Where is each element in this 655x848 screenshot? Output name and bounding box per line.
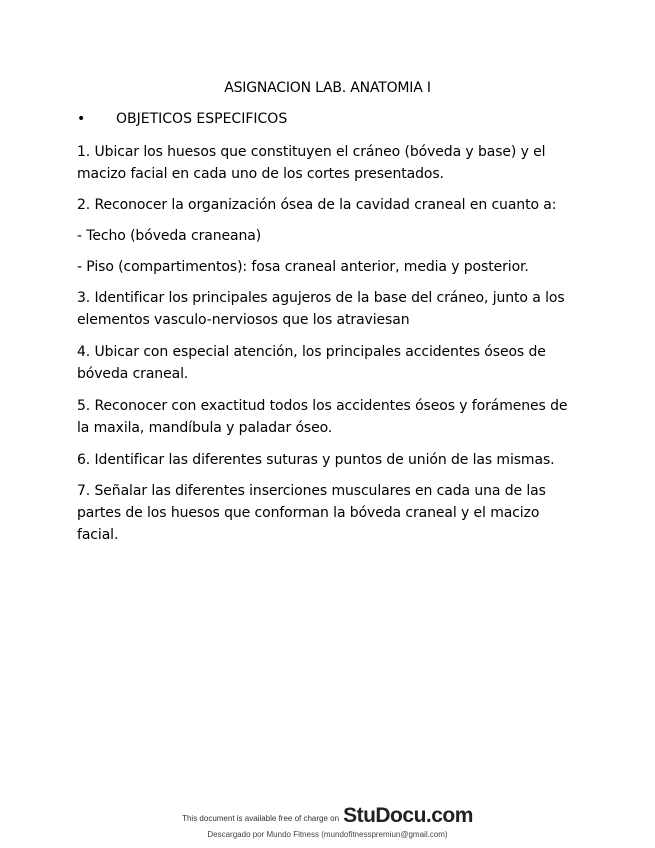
bullet-icon: •	[77, 111, 86, 127]
footer-availability	[0, 805, 655, 827]
objective-paragraph: 3. Identificar los principales agujeros de la base del cráneo, junto a los elementos vasculo-nerviosos que los atraviesan	[77, 290, 565, 328]
objective-paragraph: 6. Identificar las diferentes suturas y puntos de unión de las mismas.	[77, 452, 555, 468]
studocu-logo[interactable]: StuDocu.com	[343, 804, 473, 827]
document-title: ASIGNACION LAB. ANATOMIA I	[224, 80, 431, 96]
section-heading: OBJETICOS ESPECIFICOS	[116, 111, 288, 127]
objective-paragraph: 2. Reconocer la organización ósea de la cavidad craneal en cuanto a:	[77, 197, 557, 213]
objective-paragraph: 4. Ubicar con especial atención, los principales accidentes óseos de bóveda craneal.	[77, 344, 546, 382]
objective-paragraph: - Piso (compartimentos): fosa craneal anterior, media y posterior.	[77, 259, 529, 275]
availability-text: This document is available free of charge on	[182, 814, 340, 823]
download-credit: Descargado por Mundo Fitness (mundofitnesspremiun@gmail.com)	[207, 830, 448, 839]
objective-paragraph: 5. Reconocer con exactitud todos los accidentes óseos y forámenes de la maxila, mandíbula y paladar óseo.	[77, 398, 568, 436]
objective-paragraph: - Techo (bóveda craneana)	[77, 228, 262, 244]
objective-paragraph: 7. Señalar las diferentes inserciones musculares en cada una de las partes de los huesos que conforman la bóveda craneal y el macizo facial.	[77, 483, 546, 543]
objective-paragraph: 1. Ubicar los huesos que constituyen el cráneo (bóveda y base) y el macizo facial en cada uno de los cortes presentados.	[77, 144, 546, 182]
section-heading-line	[77, 111, 287, 127]
